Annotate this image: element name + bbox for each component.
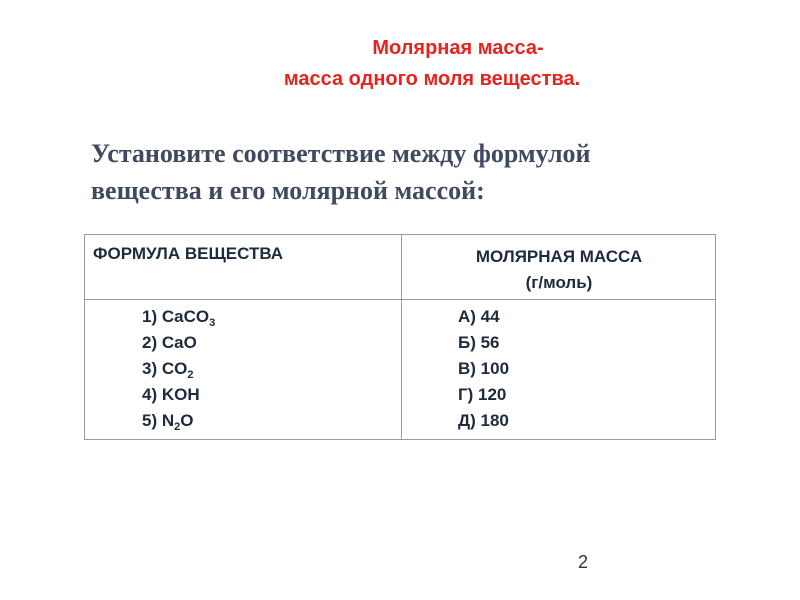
molar-mass-item: Б) 56 <box>458 333 500 352</box>
header-molar-mass-unit: (г/моль) <box>525 273 593 292</box>
formula-subscript: 3 <box>209 317 216 329</box>
header-formula: ФОРМУЛА ВЕЩЕСТВА <box>93 244 284 263</box>
column-divider <box>401 235 402 439</box>
slide-title-line-2: масса одного моля вещества. <box>283 68 581 90</box>
molar-mass-item: Г) 120 <box>458 385 507 404</box>
formula-main: N <box>161 411 175 430</box>
molar-mass-item: Д) 180 <box>458 411 509 430</box>
formula-item <box>142 356 215 382</box>
formula-subscript: 2 <box>187 369 194 381</box>
formula-number: 4) <box>142 385 162 404</box>
formula-item <box>142 304 215 330</box>
formula-item <box>142 330 215 356</box>
molar-mass-item: А) 44 <box>458 307 500 326</box>
table-header-row <box>85 235 715 300</box>
header-molar-mass-title: МОЛЯРНАЯ МАССА <box>475 247 643 266</box>
formula-main: CO <box>161 359 188 378</box>
slide-title-line-1: Молярная масса- <box>372 37 544 59</box>
molar-mass-item: В) 100 <box>458 359 510 378</box>
page-number: 2 <box>578 552 589 572</box>
formula-main: KOH <box>161 385 200 404</box>
formula-item <box>142 408 215 434</box>
formula-subscript: 2 <box>174 421 181 433</box>
formula-tail: O <box>180 411 194 430</box>
task-line-1: Установите соответствие между формулой <box>91 139 591 168</box>
formula-main: CaCO <box>161 307 210 326</box>
matching-table <box>84 234 716 440</box>
formula-list <box>142 304 215 434</box>
formula-item <box>142 382 215 408</box>
formula-number: 3) <box>142 359 162 378</box>
task-text <box>91 135 731 209</box>
task-line-2: вещества и его молярной массой: <box>91 176 485 205</box>
molar-mass-list <box>458 304 509 434</box>
formula-number: 5) <box>142 411 162 430</box>
header-molar-mass <box>402 244 716 296</box>
formula-number: 2) <box>142 333 162 352</box>
formula-main: CaO <box>161 333 197 352</box>
formula-number: 1) <box>142 307 162 326</box>
